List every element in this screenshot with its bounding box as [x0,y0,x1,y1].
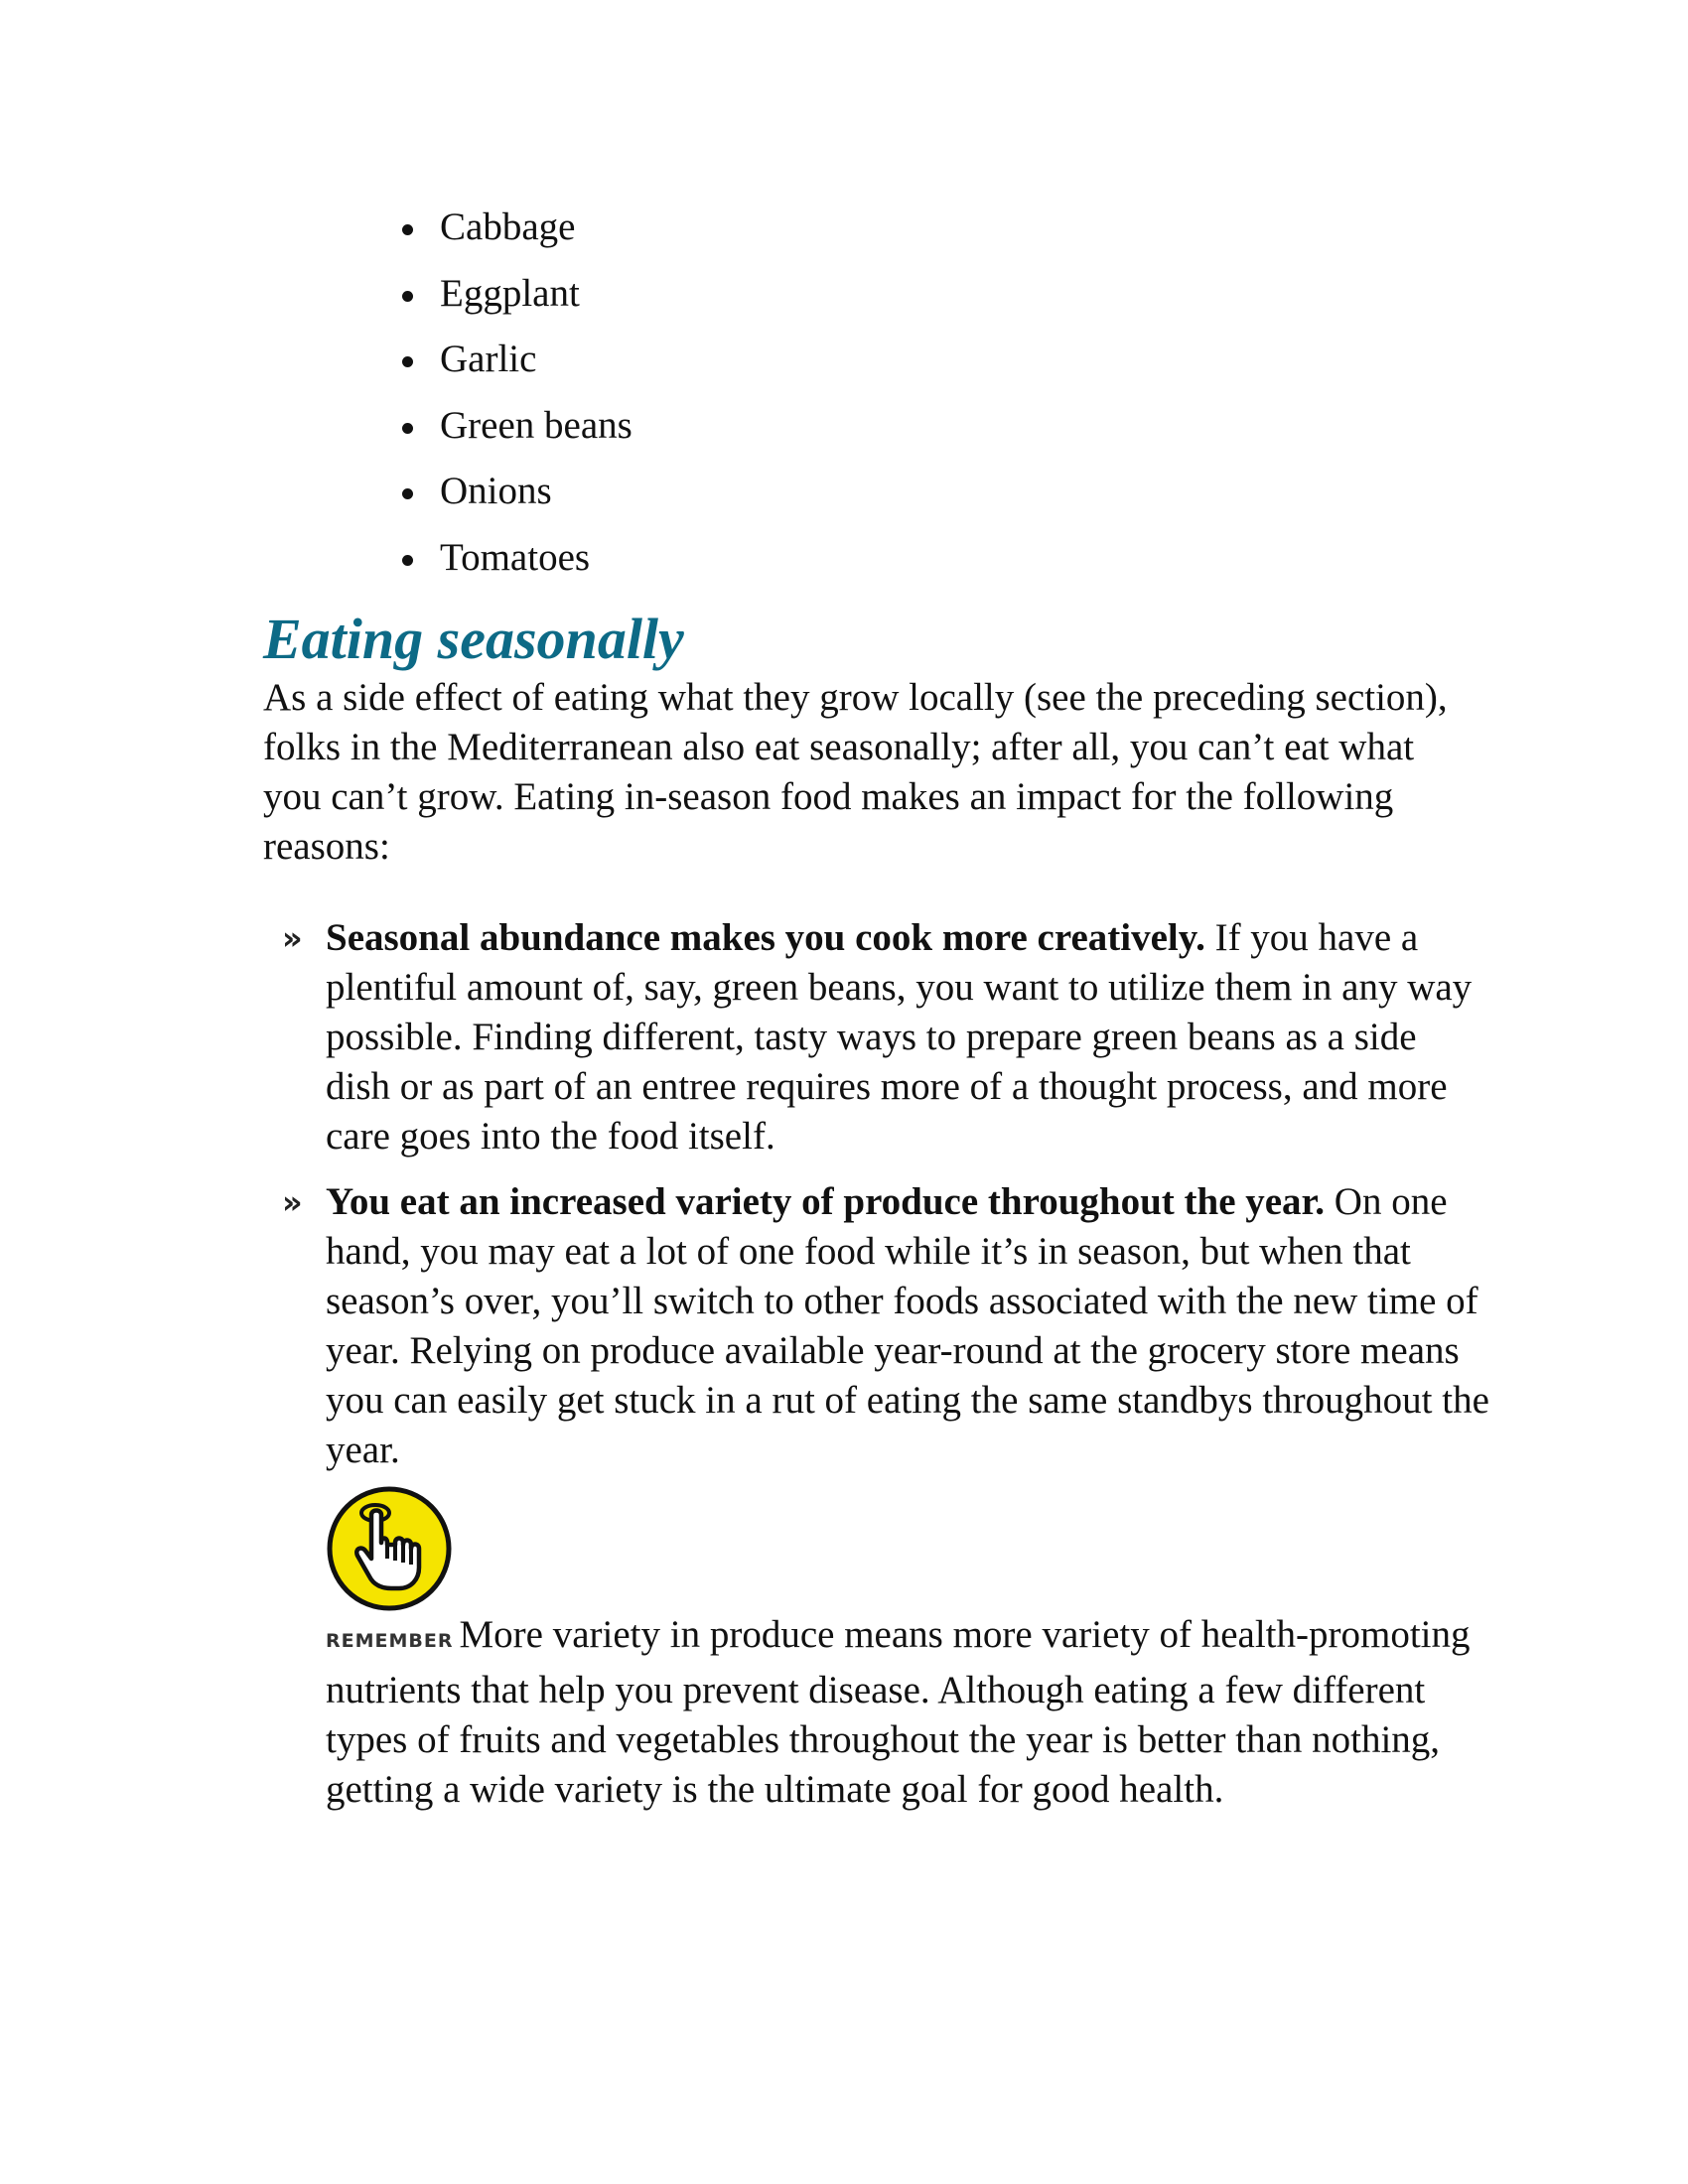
list-item: Cabbage [392,195,633,261]
reason-item [278,1177,1489,1475]
list-item: Green beans [392,393,633,460]
list-item: Tomatoes [392,525,633,592]
reason-text: If you have a plentiful amount of, say, green beans, you want to utilize them in any way possible. Finding different, tasty ways to prepare green beans as a side dish or as part of an entree requires more of a thought process, and more care goes into the food itself. [326,916,1473,1158]
remember-icon-graphic [326,1485,453,1612]
reason-item [278,913,1489,1161]
remember-paragraph [326,1610,1477,1815]
list-item: Onions [392,459,633,525]
remember-label: REMEMBER [326,1630,454,1652]
double-chevron-bullet-icon: » [282,1183,303,1221]
list-item: Garlic [392,327,633,393]
remember-text: More variety in produce means more variety of health-promoting nutrients that help you prevent disease. Although eating a few different types of fruits and vegetables throughout the year is better than nothing, getting a wide variety is the ultimate goal for good health. [326,1613,1471,1811]
remember-finger-string-icon [326,1485,453,1612]
double-chevron-bullet-icon: » [282,919,303,957]
reason-title: You eat an increased variety of produce throughout the year. [326,1180,1326,1223]
reason-title: Seasonal abundance makes you cook more creatively. [326,916,1205,959]
reasons-list [278,913,1489,1491]
vegetable-list [392,195,633,592]
section-heading: Eating seasonally [263,607,684,671]
intro-paragraph: As a side effect of eating what they grow locally (see the preceding section), folks in the Mediterranean also eat seasonally; after all, you can’t eat what you can’t grow. Eating in-season food makes an impact for the following reasons: [263,676,1448,868]
list-item: Eggplant [392,261,633,328]
reason-text: On one hand, you may eat a lot of one food while it’s in season, but when that season’s over, you’ll switch to other foods associated with the new time of year. Relying on produce available year-round at the grocery store means you can easily get stuck in a rut of eating the same standbys throughout the year. [326,1180,1489,1471]
